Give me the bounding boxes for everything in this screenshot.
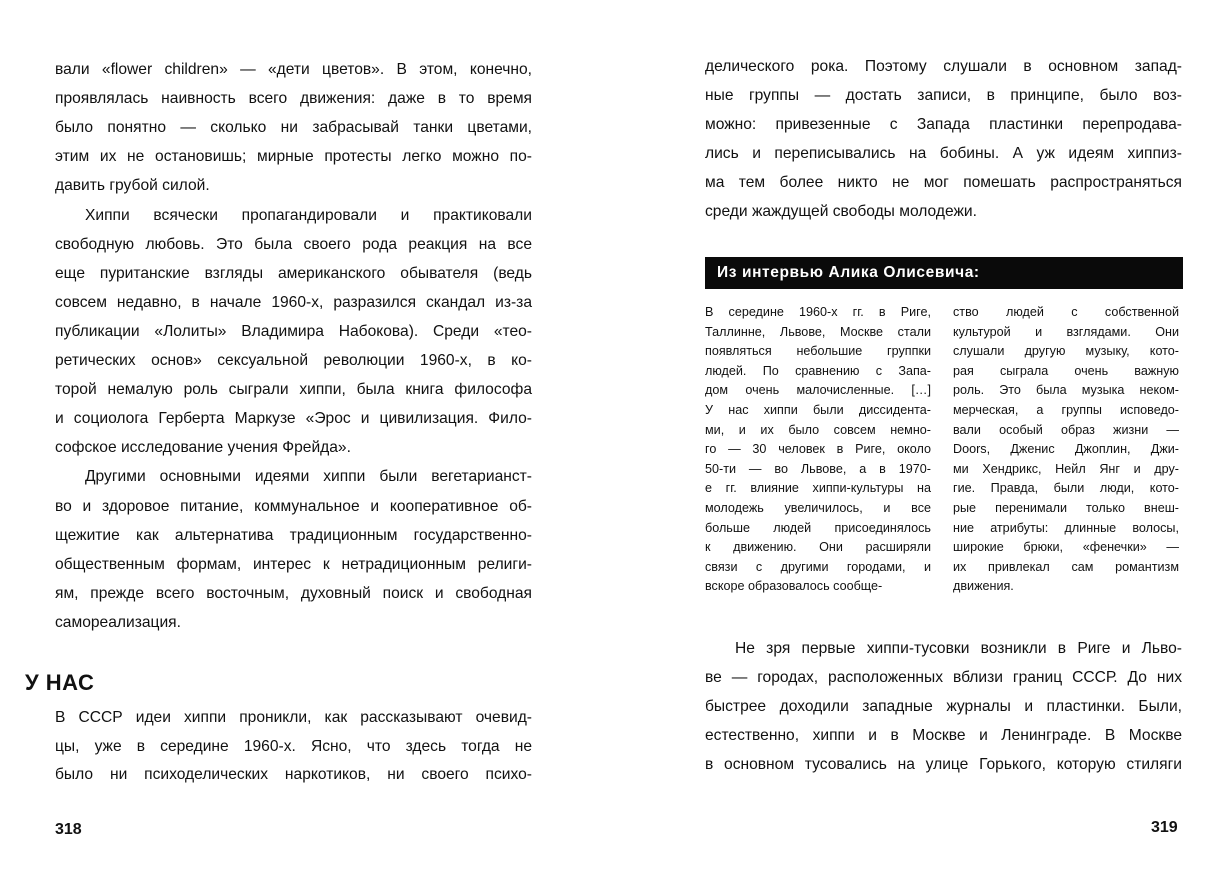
text-line: совсем недавно, в начале 1960-х, разразился скандал из-за bbox=[55, 293, 532, 311]
sidebar-line: людей. По сравнению с Запа- bbox=[705, 363, 931, 378]
sidebar-line: рые перенимали только внеш- bbox=[953, 501, 1179, 515]
sidebar-line: вскоре образовалось сообще- bbox=[705, 579, 883, 594]
text-line: среди жаждущей свободы молодежи. bbox=[705, 203, 977, 220]
text-line: можно: привезенные с Запада пластинки перепродава- bbox=[705, 116, 1182, 133]
sidebar-line: культурой и взглядами. Они bbox=[953, 324, 1179, 339]
sidebar-line: молодежь увеличилось, и все bbox=[705, 501, 931, 515]
sidebar-line: движения. bbox=[953, 579, 1014, 594]
sidebar-line: вали особый образ жизни — bbox=[953, 422, 1179, 437]
sidebar-line: слушали другую музыку, кото- bbox=[953, 344, 1179, 359]
text-line: В СССР идеи хиппи проникли, как рассказывают очевид- bbox=[55, 709, 532, 726]
sidebar-line: ние атрибуты: длинные волосы, bbox=[953, 520, 1179, 535]
sidebar-line: го — 30 человек в Риге, около bbox=[705, 442, 931, 457]
text-line: еще пуританские взгляды американского обывателя (ведь bbox=[55, 264, 532, 282]
text-line: лись и переписывались на бобины. А уж идеям хиппиз- bbox=[705, 145, 1182, 162]
sidebar-line: дом очень малочисленные. […] bbox=[705, 383, 931, 398]
text-line: было понятно — сколько ни забрасывай танки цветами, bbox=[55, 119, 532, 137]
text-line: свободную любовь. Это была своего рода реакция на все bbox=[55, 235, 532, 253]
text-line: во и здоровое питание, коммунальное и кооперативное об- bbox=[55, 497, 532, 515]
sidebar-line: рая сыграла очень важную bbox=[953, 363, 1179, 378]
sidebar-line: их привлекал сам романтизм bbox=[953, 559, 1179, 574]
sidebar-line: роль. Это была музыка неком- bbox=[953, 383, 1179, 398]
sidebar-line: Doors, Дженис Джоплин, Джи- bbox=[953, 442, 1179, 457]
text-line: было ни психоделических наркотиков, ни своего психо- bbox=[55, 766, 532, 783]
sidebar-line: ми Хендрикс, Нейл Янг и дру- bbox=[953, 461, 1179, 476]
text-line: проявлялась наивность всего движения: даже в то время bbox=[55, 90, 532, 108]
text-line: вали «flower children» — «дети цветов». В этом, конечно, bbox=[55, 61, 532, 78]
sidebar-line: связи с другими городами, и bbox=[705, 559, 931, 574]
section-heading: У НАС bbox=[25, 670, 95, 695]
text-line: ретических основ» сексуальной революции 1960-х, в ко- bbox=[55, 352, 532, 369]
text-line: торой немалую роль сыграли хиппи, была книга философа bbox=[55, 381, 532, 399]
text-line: ве — городах, расположенных вблизи границ СССР. До них bbox=[705, 669, 1182, 686]
sidebar-line: ство людей с собственной bbox=[953, 305, 1179, 319]
text-line: и социолога Герберта Маркузе «Эрос и цивилизация. Фило- bbox=[55, 410, 532, 428]
text-line: самореализация. bbox=[55, 613, 181, 631]
text-line: естественно, хиппи и в Москве и Ленинграде. В Москве bbox=[705, 727, 1182, 744]
sidebar-line: мерческая, а группы исповедо- bbox=[953, 403, 1179, 417]
page-number-left: 318 bbox=[55, 821, 82, 838]
sidebar-line: У нас хиппи были диссидента- bbox=[705, 403, 931, 417]
sidebar-title: Из интервью Алика Олисевича: bbox=[705, 257, 1183, 289]
sidebar-line: к движению. Они расширяли bbox=[705, 540, 931, 555]
text-line: Не зря первые хиппи-тусовки возникли в Риге и Льво- bbox=[735, 640, 1182, 657]
text-line: Другими основными идеями хиппи были вегетарианст- bbox=[85, 468, 532, 486]
text-line: в основном тусовались на улице Горького, которую стиляги bbox=[705, 756, 1182, 773]
text-line: этим их не остановишь; мирные протесты легко можно по- bbox=[55, 148, 532, 166]
text-line: щежитие как альтернатива традиционным государственно- bbox=[55, 526, 532, 544]
sidebar-line: больше людей присоединялось bbox=[705, 520, 931, 535]
sidebar-line: ми, и их было совсем немно- bbox=[705, 422, 931, 437]
text-line: давить грубой силой. bbox=[55, 177, 210, 195]
sidebar-line: широкие брюки, «фенечки» — bbox=[953, 540, 1179, 555]
text-line: Хиппи всячески пропагандировали и практиковали bbox=[85, 206, 532, 224]
text-line: ям, прежде всего восточным, духовный поиск и свободная bbox=[55, 584, 532, 602]
sidebar-line: В середине 1960-х гг. в Риге, bbox=[705, 305, 931, 319]
sidebar-line: 50-ти — во Львове, а в 1970- bbox=[705, 461, 931, 476]
text-line: быстрее доходили западные журналы и пластинки. Были, bbox=[705, 698, 1182, 715]
sidebar-line: е гг. влияние хиппи-культуры на bbox=[705, 481, 931, 496]
text-line: общественным формам, интерес к нетрадиционным религи- bbox=[55, 555, 532, 573]
text-line: делического рока. Поэтому слушали в основном запад- bbox=[705, 58, 1182, 75]
text-line: ма тем более никто не мог помешать распространяться bbox=[705, 174, 1182, 191]
page-number-right: 319 bbox=[1151, 819, 1178, 836]
text-line: ные группы — достать записи, в принципе, было воз- bbox=[705, 87, 1182, 104]
text-line: цы, уже в середине 1960-х. Ясно, что здесь тогда не bbox=[55, 737, 532, 755]
sidebar-line: гие. Правда, были люди, кото- bbox=[953, 481, 1179, 496]
text-line: софское исследование учения Фрейда». bbox=[55, 439, 351, 457]
sidebar-line: Таллинне, Львове, Москве стали bbox=[705, 324, 931, 339]
sidebar-line: появляться небольшие группки bbox=[705, 344, 931, 359]
text-line: публикации «Лолиты» Владимира Набокова). Среди «тео- bbox=[55, 322, 532, 340]
